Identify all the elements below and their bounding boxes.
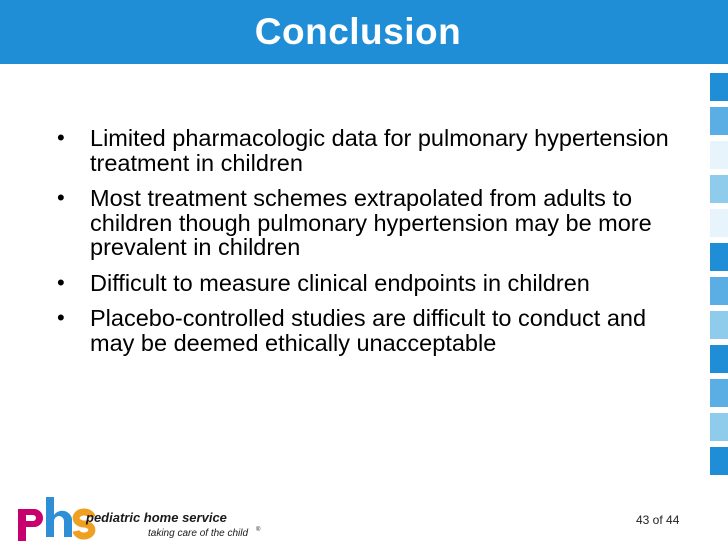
title-bar [0, 0, 728, 64]
strip-block [710, 107, 728, 135]
strip-block [710, 73, 728, 101]
logo-p-bowl [26, 509, 43, 527]
bullet-dot: • [57, 269, 65, 295]
bullet-item [55, 186, 695, 260]
strip-block [710, 311, 728, 339]
strip-block [710, 243, 728, 271]
logo-h-stem [46, 497, 54, 537]
strip-block [710, 209, 728, 237]
strip-block [710, 447, 728, 475]
logo-p-stem [18, 509, 26, 541]
bullet-text: Most treatment schemes extrapolated from adults to children though pulmonary hypertension may be more prevalent in children [90, 185, 652, 260]
strip-block [710, 345, 728, 373]
bullet-dot: • [57, 125, 65, 150]
strip-block [710, 413, 728, 441]
logo-h-arch [54, 511, 72, 537]
page-number: 43 of 44 [636, 513, 680, 527]
bullet-item [55, 271, 695, 296]
strip-block [710, 277, 728, 305]
bullet-text: Limited pharmacologic data for pulmonary hypertension treatment in children [90, 125, 669, 176]
strip-block [710, 141, 728, 169]
logo-tagline: taking care of the child [148, 528, 249, 539]
side-color-strip [710, 73, 728, 481]
bullet-item [55, 126, 695, 175]
bullet-dot: • [57, 185, 65, 210]
bullet-list [55, 126, 695, 366]
bullet-dot: • [57, 305, 65, 330]
logo-name: pediatric home service [86, 510, 227, 525]
bullet-item [55, 306, 695, 355]
phs-logo [16, 495, 276, 543]
strip-block [710, 175, 728, 203]
strip-block [710, 379, 728, 407]
logo-registered: ® [256, 527, 261, 533]
bullet-text: Placebo-controlled studies are difficult to conduct and may be deemed ethically unacceptable [90, 305, 647, 356]
slide-title: Conclusion [254, 11, 462, 52]
bullet-text: Difficult to measure clinical endpoints in children [90, 269, 590, 296]
